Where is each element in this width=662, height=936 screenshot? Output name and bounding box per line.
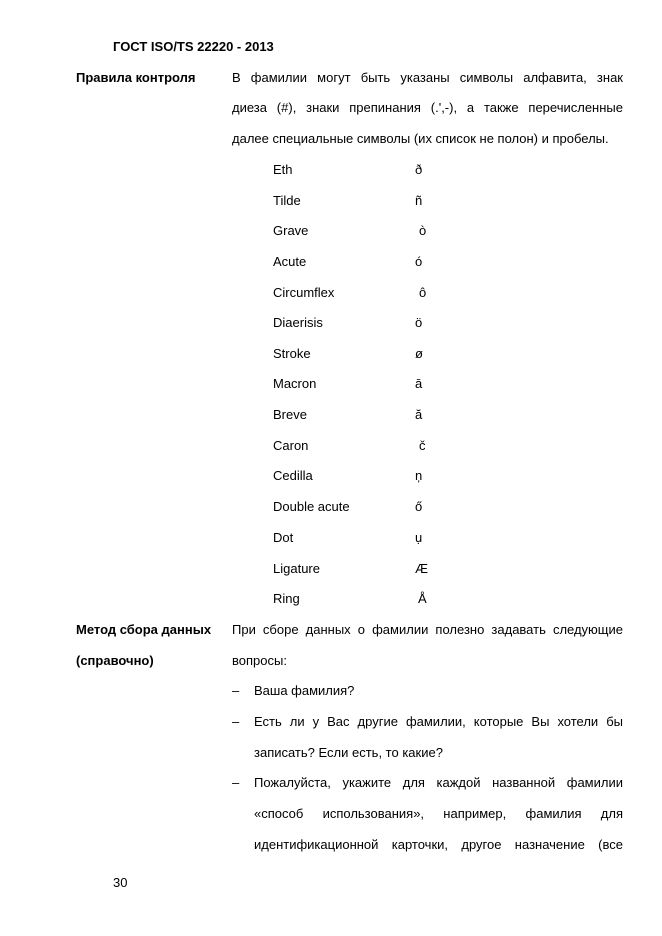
symbol-char: ă <box>415 407 423 422</box>
bullet-1-text: Ваша фамилия? <box>254 683 355 698</box>
symbol-name: Diaerisis <box>273 315 323 330</box>
symbol-char: Æ <box>415 561 428 576</box>
symbol-char: Å <box>418 591 427 606</box>
section-label-method-note: (справочно) <box>76 653 154 668</box>
symbol-name: Caron <box>273 438 309 453</box>
symbol-name: Ligature <box>273 561 320 576</box>
symbol-name: Ring <box>273 591 300 606</box>
symbol-char: ð <box>415 162 423 177</box>
bullet-3-line-3: идентификационной карточки, другое назначение (все <box>254 837 623 852</box>
bullet-dash: – <box>232 775 240 790</box>
method-intro-line-2: вопросы: <box>232 653 287 668</box>
rules-text-line-3: далее специальные символы (их список не полон) и пробелы. <box>232 131 609 146</box>
bullet-dash: – <box>232 683 240 698</box>
bullet-3-line-1: Пожалуйста, укажите для каждой названной фамилии <box>254 775 623 790</box>
symbol-name: Breve <box>273 407 307 422</box>
symbol-name: Grave <box>273 223 309 238</box>
symbol-char: ñ <box>415 193 423 208</box>
symbol-name: Circumflex <box>273 285 335 300</box>
method-intro-line-1: При сборе данных о фамилии полезно задавать следующие <box>232 622 623 637</box>
rules-text-line-2: диеза (#), знаки препинания (.',-), а также перечисленные <box>232 100 623 115</box>
symbol-char: ô <box>419 285 427 300</box>
symbol-name: Stroke <box>273 346 311 361</box>
symbol-char: ā <box>415 376 423 391</box>
symbol-char: ő <box>415 499 423 514</box>
symbol-char: ņ <box>415 468 423 483</box>
symbol-name: Dot <box>273 530 294 545</box>
page-number: 30 <box>113 875 128 890</box>
section-label-rules: Правила контроля <box>76 70 196 85</box>
symbol-name: Eth <box>273 162 293 177</box>
symbol-char: ö <box>415 315 423 330</box>
symbol-char: ó <box>415 254 423 269</box>
document-header: ГОСТ ISO/TS 22220 - 2013 <box>113 39 274 54</box>
symbol-name: Cedilla <box>273 468 313 483</box>
symbol-char: ụ <box>415 530 423 545</box>
symbol-char: ø <box>415 346 423 361</box>
symbol-char: ò <box>419 223 427 238</box>
rules-text-line-1: В фамилии могут быть указаны символы алфавита, знак <box>232 70 623 85</box>
bullet-2-line-1: Есть ли у Вас другие фамилии, которые Вы хотели бы <box>254 714 623 729</box>
symbol-name: Double acute <box>273 499 350 514</box>
symbol-name: Macron <box>273 376 317 391</box>
symbol-char: č <box>419 438 426 453</box>
bullet-dash: – <box>232 714 240 729</box>
symbol-name: Tilde <box>273 193 301 208</box>
section-label-method: Метод сбора данных <box>76 622 212 637</box>
bullet-3-line-2: «способ использования», например, фамилия для <box>254 806 623 821</box>
bullet-2-line-2: записать? Если есть, то какие? <box>254 745 443 760</box>
symbol-name: Acute <box>273 254 307 269</box>
